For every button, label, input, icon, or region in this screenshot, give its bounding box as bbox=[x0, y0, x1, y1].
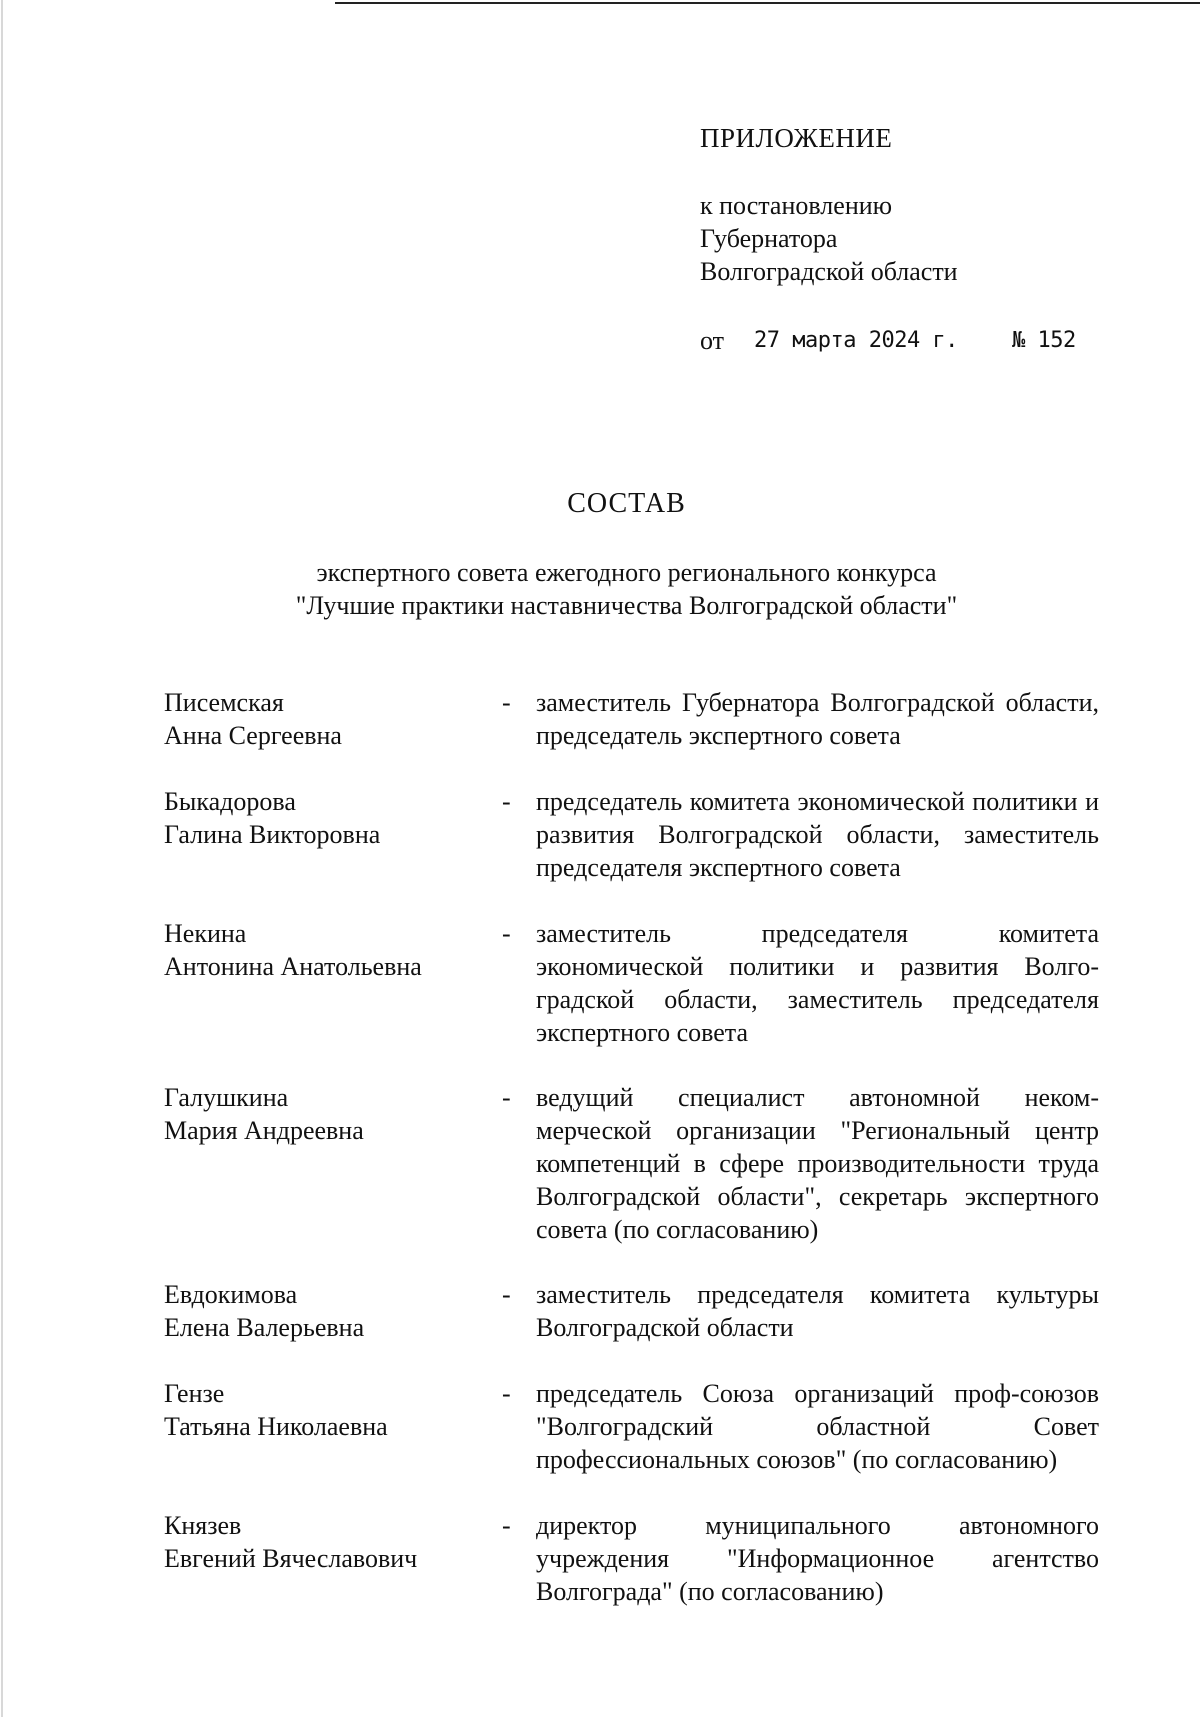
member-entry bbox=[164, 1377, 1099, 1476]
member-given-names: Антонина Анатольевна bbox=[164, 952, 422, 981]
member-given-names: Анна Сергеевна bbox=[164, 721, 342, 750]
member-dash: - bbox=[502, 1280, 511, 1309]
member-entry bbox=[164, 686, 1099, 752]
appendix-header bbox=[700, 122, 958, 288]
scan-edge-top bbox=[335, 2, 1200, 4]
member-entry bbox=[164, 1509, 1099, 1608]
member-name bbox=[164, 1081, 494, 1147]
member-surname: Писемская bbox=[164, 688, 284, 717]
council-members-list bbox=[164, 686, 1099, 1608]
subtitle-line: экспертного совета ежегодного регионального конкурса bbox=[316, 558, 937, 587]
member-dash: - bbox=[502, 919, 511, 948]
member-name bbox=[164, 917, 494, 983]
appendix-line: Волгоградской области bbox=[700, 257, 958, 286]
member-role: заместитель председателя комитета культуры Волгоградской области bbox=[536, 1280, 1099, 1342]
member-surname: Галушкина bbox=[164, 1083, 289, 1112]
appendix-line: к постановлению bbox=[700, 191, 893, 220]
appendix-line: Губернатора bbox=[700, 224, 838, 253]
member-entry bbox=[164, 917, 1099, 1049]
member-dash: - bbox=[502, 787, 511, 816]
member-dash: - bbox=[502, 1511, 511, 1540]
member-entry bbox=[164, 1278, 1099, 1344]
member-role: председатель комитета экономической политики и развития Волгоградской области, заместитель председателя экспертного совета bbox=[536, 787, 1099, 882]
member-dash: - bbox=[502, 1379, 511, 1408]
member-given-names: Галина Викторовна bbox=[164, 820, 381, 849]
document-title: СОСТАВ bbox=[567, 488, 686, 519]
member-surname: Гензе bbox=[164, 1379, 225, 1408]
document-subtitle bbox=[160, 556, 1093, 622]
member-role: ведущий специалист автономной неком-мерческой организации "Региональный центр компетенций в сфере производительности труда Волгоградской области", секретарь экспертного совета (по согласованию) bbox=[536, 1083, 1099, 1244]
scan-edge-left bbox=[1, 0, 3, 1717]
member-given-names: Мария Андреевна bbox=[164, 1116, 364, 1145]
member-entry bbox=[164, 1081, 1099, 1246]
member-name bbox=[164, 1377, 494, 1443]
date-prefix: от bbox=[700, 326, 725, 355]
member-surname: Быкадорова bbox=[164, 787, 296, 816]
member-role: заместитель председателя комитета экономической политики и развития Волго-градской области, заместитель председателя экспертного совета bbox=[536, 919, 1099, 1047]
member-surname: Князев bbox=[164, 1511, 242, 1540]
member-entry bbox=[164, 785, 1099, 884]
member-name bbox=[164, 785, 494, 851]
member-given-names: Елена Валерьевна bbox=[164, 1313, 365, 1342]
member-surname: Евдокимова bbox=[164, 1280, 298, 1309]
subtitle-line: "Лучшие практики наставничества Волгоградской области" bbox=[295, 591, 958, 620]
member-given-names: Татьяна Николаевна bbox=[164, 1412, 388, 1441]
member-name bbox=[164, 1509, 494, 1575]
member-name bbox=[164, 686, 494, 752]
member-role: директор муниципального автономного учреждения "Информационное агентство Волгограда" (по согласованию) bbox=[536, 1511, 1099, 1606]
member-role: заместитель Губернатора Волгоградской области, председатель экспертного совета bbox=[536, 688, 1099, 750]
member-given-names: Евгений Вячеславович bbox=[164, 1544, 418, 1573]
decree-date: 27 марта 2024 г. bbox=[754, 328, 958, 353]
decree-number: № 152 bbox=[1012, 328, 1076, 353]
appendix-title: ПРИЛОЖЕНИЕ bbox=[700, 123, 893, 153]
member-surname: Некина bbox=[164, 919, 247, 948]
member-dash: - bbox=[502, 1083, 511, 1112]
member-role: председатель Союза организаций проф-союзов "Волгоградский областной Совет профессиональных союзов" (по согласованию) bbox=[536, 1379, 1099, 1474]
member-name bbox=[164, 1278, 494, 1344]
member-dash: - bbox=[502, 688, 511, 717]
